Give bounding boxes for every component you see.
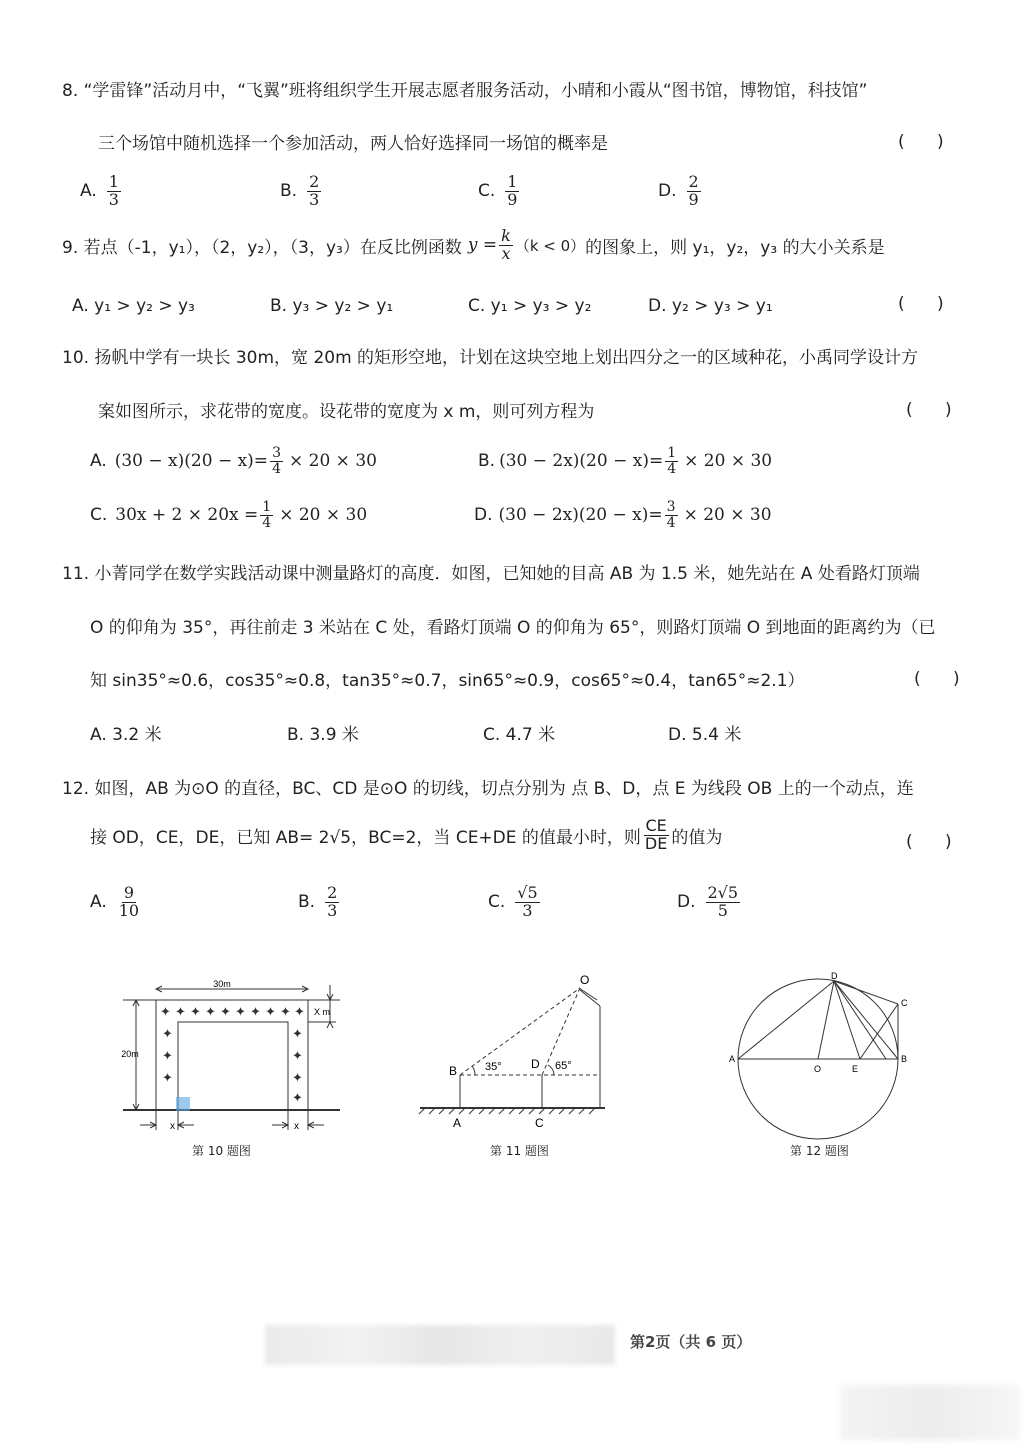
q11-option-a: A. 3.2 米 bbox=[90, 725, 162, 745]
option-label: C. bbox=[90, 505, 108, 526]
fig10-bottom-right-label: x bbox=[294, 1121, 299, 1132]
frac-num: 9 bbox=[123, 883, 134, 902]
q9-func-y: y = bbox=[467, 235, 498, 256]
fig11-label-c: C bbox=[535, 1116, 544, 1130]
q12-option-c bbox=[488, 885, 542, 920]
q9-stem bbox=[62, 228, 885, 263]
fig11-label-o: O bbox=[580, 973, 590, 987]
frac-den: 3 bbox=[522, 900, 533, 920]
option-label: A. bbox=[90, 451, 107, 472]
blurred-footer-region bbox=[265, 1325, 615, 1365]
frac-num: 2 bbox=[688, 172, 699, 191]
q8-line1: 8. “学雷锋”活动月中，“飞翼”班将组织学生开展志愿者服务活动，小晴和小霞从“图书馆，博物馆，科技馆” bbox=[62, 81, 868, 101]
fig11-caption: 第 11 题图 bbox=[490, 1144, 549, 1158]
q10-option-d bbox=[474, 500, 772, 530]
option-label: B. bbox=[298, 892, 316, 913]
fig12-label-d: D bbox=[831, 971, 838, 981]
svg-text:✦: ✦ bbox=[294, 1004, 305, 1019]
fig11-label-b: B bbox=[449, 1064, 458, 1078]
svg-text:✦: ✦ bbox=[162, 1070, 173, 1085]
figure-12-circle bbox=[726, 970, 916, 1140]
q11-option-d: D. 5.4 米 bbox=[668, 725, 742, 745]
svg-text:✦: ✦ bbox=[292, 1026, 303, 1041]
blurred-corner-region bbox=[840, 1385, 1020, 1440]
q8-option-b bbox=[280, 174, 323, 209]
option-label: B. bbox=[280, 181, 298, 202]
frac-num: 1 bbox=[108, 172, 119, 191]
fig11-label-a: A bbox=[453, 1116, 462, 1130]
q10-answer-paren: ( ) bbox=[906, 400, 952, 420]
q12-line2b: 的值为 bbox=[671, 827, 723, 848]
figure-10-garden bbox=[118, 975, 348, 1140]
q11-line3: 知 sin35°≈0.6，cos35°≈0.8，tan35°≈0.7，sin65°≈0.9，cos65°≈0.4，tan65°≈2.1） bbox=[90, 671, 805, 691]
svg-text:✦: ✦ bbox=[292, 1070, 303, 1085]
flower-star-icons bbox=[160, 1004, 305, 1105]
page-number: 第2页（共 6 页） bbox=[630, 1333, 752, 1351]
q9-condition: （k < 0） bbox=[514, 236, 586, 255]
q12-option-d bbox=[677, 885, 742, 920]
fig12-label-o: O bbox=[814, 1064, 822, 1074]
q8-option-d bbox=[658, 174, 703, 209]
frac-num: 2√5 bbox=[707, 883, 739, 902]
option-tail: × 20 × 30 bbox=[288, 451, 377, 472]
frac-den: 9 bbox=[507, 189, 518, 209]
option-label: D. bbox=[474, 505, 493, 526]
q12-option-b bbox=[298, 885, 341, 920]
fig12-label-b: B bbox=[901, 1054, 908, 1064]
fig10-caption: 第 10 题图 bbox=[192, 1144, 251, 1158]
q12-frac-num: CE bbox=[645, 816, 667, 835]
q12-line2 bbox=[90, 818, 722, 853]
option-tail: × 20 × 30 bbox=[684, 451, 773, 472]
option-tail: × 20 × 30 bbox=[683, 505, 772, 526]
frac-den: 4 bbox=[262, 514, 272, 531]
fig10-top-label: 30m bbox=[213, 979, 231, 989]
q8-option-a bbox=[80, 174, 123, 209]
fig10-right-label: X m bbox=[314, 1007, 331, 1017]
svg-text:✦: ✦ bbox=[190, 1004, 201, 1019]
fig10-left-label: 20m bbox=[121, 1049, 139, 1059]
svg-text:✦: ✦ bbox=[280, 1004, 291, 1019]
frac-den: 10 bbox=[118, 900, 140, 920]
q10-option-c bbox=[90, 500, 367, 530]
q9-func-num: k bbox=[501, 226, 511, 245]
q12-option-a bbox=[90, 885, 143, 920]
svg-text:✦: ✦ bbox=[235, 1004, 246, 1019]
q12-answer-paren: ( ) bbox=[906, 832, 952, 852]
option-expr: (30 − 2x)(20 − x)= bbox=[499, 451, 664, 472]
svg-text:✦: ✦ bbox=[265, 1004, 276, 1019]
q8-answer-paren: ( ) bbox=[898, 132, 944, 152]
q11-option-b: B. 3.9 米 bbox=[287, 725, 359, 745]
svg-text:✦: ✦ bbox=[162, 1026, 173, 1041]
frac-num: 1 bbox=[507, 172, 518, 191]
frac-den: 4 bbox=[667, 460, 677, 477]
q11-option-c: C. 4.7 米 bbox=[483, 725, 556, 745]
option-expr: (30 − x)(20 − x)= bbox=[114, 451, 269, 472]
q12-frac-den: DE bbox=[644, 833, 668, 853]
frac-num: 3 bbox=[666, 499, 676, 515]
svg-text:✦: ✦ bbox=[292, 1048, 303, 1063]
q8-line2: 三个场馆中随机选择一个参加活动，两人恰好选择同一场馆的概率是 bbox=[98, 134, 608, 154]
frac-den: 3 bbox=[327, 900, 338, 920]
q12-line1: 12. 如图，AB 为⊙O 的直径，BC、CD 是⊙O 的切线，切点分别为 点 B、D，点 E 为线段 OB 上的一个动点，连 bbox=[62, 779, 914, 799]
option-expr: (30 − 2x)(20 − x)= bbox=[498, 505, 663, 526]
q11-line2: O 的仰角为 35°，再往前走 3 米站在 C 处，看路灯顶端 O 的仰角为 65°，则路灯顶端 O 到地面的距离约为（已 bbox=[90, 618, 936, 638]
svg-text:✦: ✦ bbox=[205, 1004, 216, 1019]
fig10-bottom-left-label: x bbox=[170, 1121, 175, 1132]
q9-answer-paren: ( ) bbox=[898, 294, 944, 314]
fig11-label-d: D bbox=[531, 1057, 540, 1071]
q9-option-a: A. y₁ > y₂ > y₃ bbox=[72, 296, 195, 316]
option-label: B. bbox=[478, 451, 496, 472]
svg-text:✦: ✦ bbox=[162, 1048, 173, 1063]
option-label: C. bbox=[488, 892, 506, 913]
fig12-label-e: E bbox=[852, 1064, 859, 1074]
frac-num: √5 bbox=[517, 883, 538, 902]
option-label: D. bbox=[677, 892, 696, 913]
frac-den: 9 bbox=[688, 189, 699, 209]
frac-num: 3 bbox=[272, 445, 281, 461]
q10-option-a bbox=[90, 446, 377, 476]
fig11-angle-65: 65° bbox=[555, 1060, 572, 1072]
option-label: A. bbox=[90, 892, 107, 913]
fig12-caption: 第 12 题图 bbox=[790, 1144, 849, 1158]
svg-text:✦: ✦ bbox=[250, 1004, 261, 1019]
frac-num: 2 bbox=[309, 172, 320, 191]
frac-num: 2 bbox=[327, 883, 338, 902]
frac-den: 4 bbox=[666, 514, 676, 531]
option-label: D. bbox=[658, 181, 677, 202]
svg-text:✦: ✦ bbox=[220, 1004, 231, 1019]
fig12-label-c: C bbox=[901, 998, 908, 1008]
option-label: A. bbox=[80, 181, 97, 202]
figure-11-street-lamp bbox=[415, 970, 615, 1135]
option-expr: 30x + 2 × 20x = bbox=[115, 505, 259, 526]
q8-option-c bbox=[478, 174, 521, 209]
q9-suffix: 的图象上，则 y₁，y₂，y₃ 的大小关系是 bbox=[585, 237, 885, 258]
q9-func-den: x bbox=[501, 243, 511, 263]
q12-line2a: 接 OD，CE，DE，已知 AB= 2√5，BC=2，当 CE+DE 的值最小时，则 bbox=[90, 827, 641, 848]
svg-text:✦: ✦ bbox=[160, 1004, 171, 1019]
fig11-angle-35: 35° bbox=[485, 1061, 502, 1073]
frac-num: 1 bbox=[667, 445, 677, 461]
frac-den: 3 bbox=[309, 189, 320, 209]
q9-option-d: D. y₂ > y₃ > y₁ bbox=[648, 296, 773, 316]
fig12-label-a: A bbox=[729, 1054, 736, 1064]
q9-option-b: B. y₃ > y₂ > y₁ bbox=[270, 296, 394, 316]
svg-text:✦: ✦ bbox=[175, 1004, 186, 1019]
q9-prefix: 9. 若点（-1，y₁），（2，y₂），（3，y₃）在反比例函数 bbox=[62, 237, 462, 258]
option-label: C. bbox=[478, 181, 496, 202]
q10-line1: 10. 扬帆中学有一块长 30m，宽 20m 的矩形空地，计划在这块空地上划出四分之一的区域种花，小禹同学设计方 bbox=[62, 348, 919, 368]
svg-text:✦: ✦ bbox=[292, 1090, 303, 1105]
frac-den: 5 bbox=[717, 900, 728, 920]
option-tail: × 20 × 30 bbox=[279, 505, 368, 526]
q10-line2: 案如图所示，求花带的宽度。设花带的宽度为 x m，则可列方程为 bbox=[98, 402, 595, 422]
frac-num: 1 bbox=[262, 499, 272, 515]
frac-den: 4 bbox=[272, 460, 281, 477]
q9-option-c: C. y₁ > y₃ > y₂ bbox=[468, 296, 592, 316]
q10-option-b bbox=[478, 446, 772, 476]
q11-answer-paren: ( ) bbox=[914, 669, 960, 689]
stamp-mark bbox=[176, 1097, 190, 1111]
frac-den: 3 bbox=[108, 189, 119, 209]
q11-line1: 11. 小菁同学在数学实践活动课中测量路灯的高度．如图，已知她的目高 AB 为 1.5 米，她先站在 A 处看路灯顶端 bbox=[62, 564, 920, 584]
